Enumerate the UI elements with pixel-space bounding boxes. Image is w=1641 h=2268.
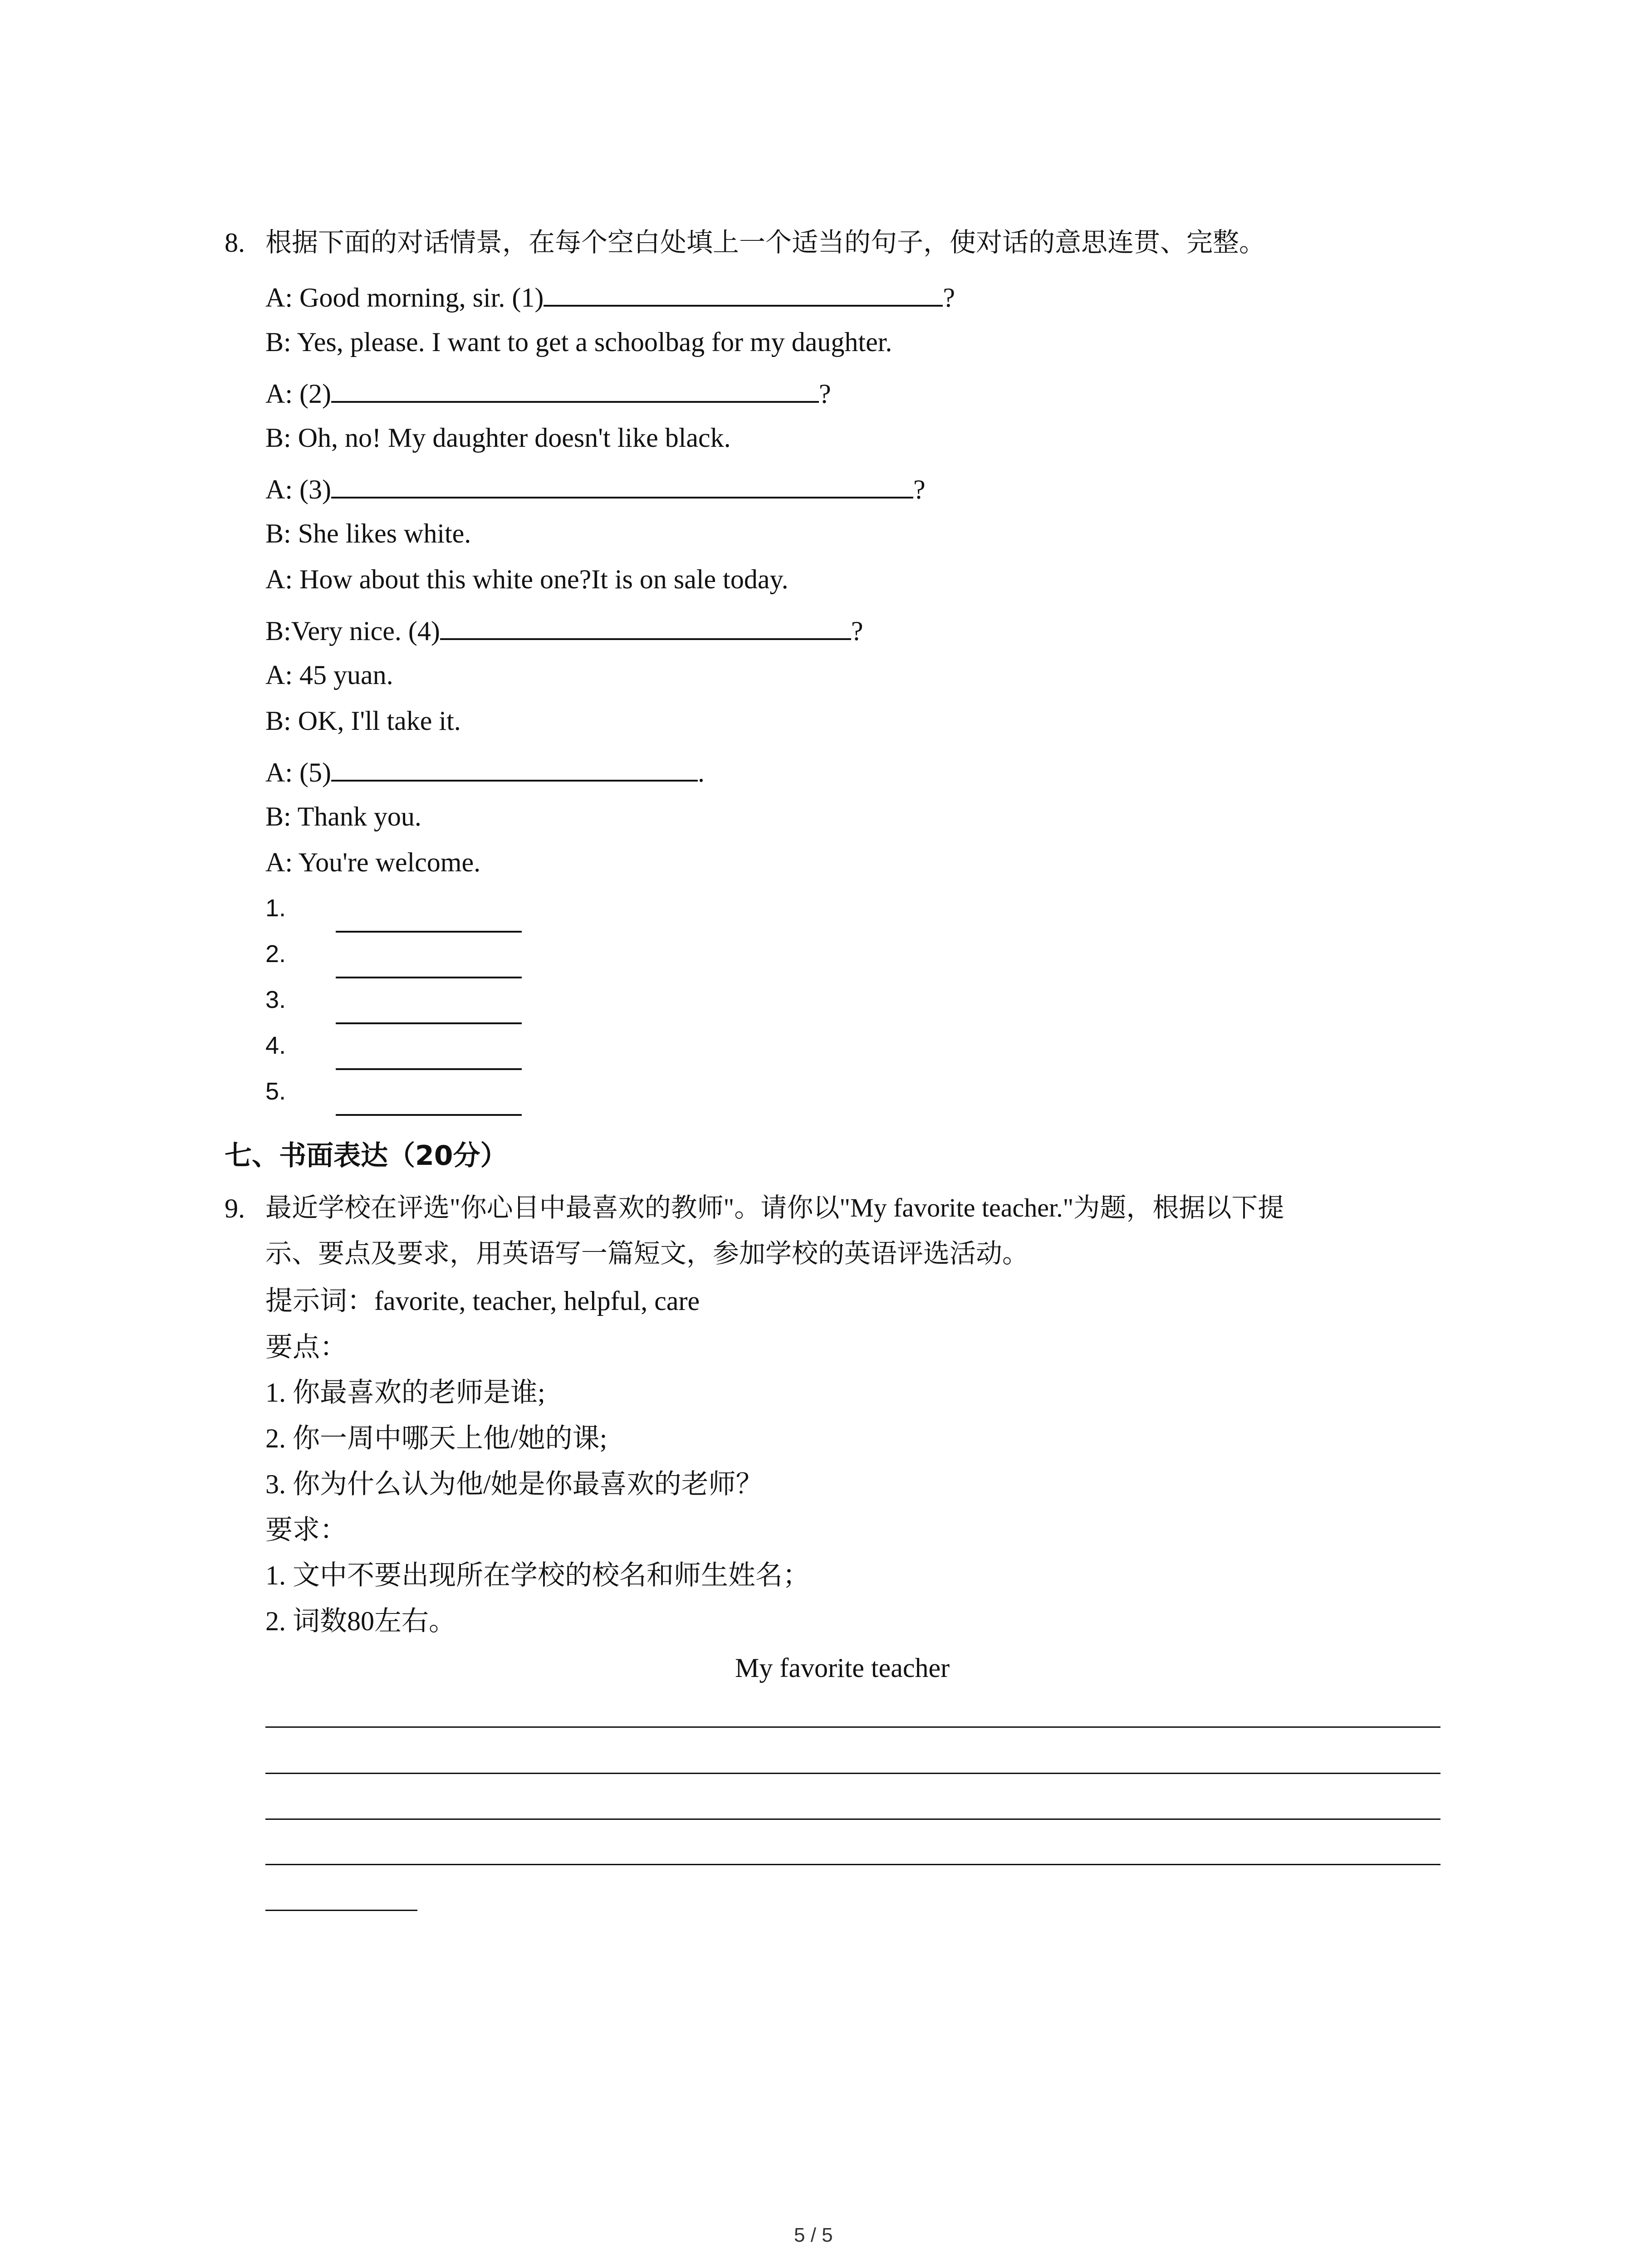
dialogue-line-13: A: You're welcome. <box>265 847 481 877</box>
q9-point-1: 1. 你最喜欢的老师是谁; <box>265 1378 545 1408</box>
line-end: ? <box>851 616 863 646</box>
line-text: A: (3) <box>265 474 331 504</box>
q9-points-label: 要点： <box>265 1332 347 1362</box>
answer-line-3[interactable] <box>336 1022 522 1024</box>
q8-number: 8. <box>225 228 245 258</box>
writing-line-5[interactable] <box>265 1910 417 1911</box>
line-end: . <box>697 758 705 787</box>
dialogue-line-8 <box>265 615 863 645</box>
line-end: ? <box>818 379 831 409</box>
q9-prompt-line2: 示、要点及要求，用英语写一篇短文，参加学校的英语评选活动。 <box>265 1239 1029 1268</box>
writing-line-1[interactable] <box>265 1726 1440 1728</box>
dialogue-line-3 <box>265 377 831 407</box>
writing-line-2[interactable] <box>265 1773 1440 1774</box>
essay-title: My favorite teacher <box>735 1653 950 1683</box>
dialogue-line-9: A: 45 yuan. <box>265 660 393 690</box>
answer-label-4: 4. <box>265 1032 286 1059</box>
answer-line-4[interactable] <box>336 1068 522 1070</box>
answer-line-5[interactable] <box>336 1114 522 1116</box>
answer-label-5: 5. <box>265 1078 286 1105</box>
dialogue-line-4: B: Oh, no! My daughter doesn't like black. <box>265 423 731 453</box>
blank-2[interactable] <box>331 377 819 403</box>
q9-req-2: 2. 词数80左右。 <box>265 1606 456 1636</box>
blank-1[interactable] <box>544 281 943 307</box>
answer-line-2[interactable] <box>336 977 522 978</box>
answer-label-2: 2. <box>265 940 286 968</box>
dialogue-line-12: B: Thank you. <box>265 802 421 831</box>
writing-line-4[interactable] <box>265 1864 1440 1865</box>
blank-3[interactable] <box>331 473 913 499</box>
blank-4[interactable] <box>440 615 851 640</box>
answer-label-3: 3. <box>265 986 286 1013</box>
line-text: A: Good morning, sir. (1) <box>265 283 544 313</box>
dialogue-line-10: B: OK, I'll take it. <box>265 706 461 736</box>
line-text: A: (2) <box>265 379 331 409</box>
q9-number: 9. <box>225 1193 245 1223</box>
dialogue-line-6: B: She likes white. <box>265 518 471 548</box>
dialogue-line-5 <box>265 473 926 503</box>
line-end: ? <box>913 474 926 504</box>
blank-5[interactable] <box>331 756 698 782</box>
dialogue-line-1 <box>265 281 955 311</box>
dialogue-line-11 <box>265 756 705 786</box>
answer-line-1[interactable] <box>336 931 522 933</box>
section-heading: 七、书面表达（20分） <box>225 1140 508 1172</box>
q9-req-1: 1. 文中不要出现所在学校的校名和师生姓名； <box>265 1560 810 1590</box>
line-text: B:Very nice. (4) <box>265 616 440 646</box>
dialogue-line-7: A: How about this white one?It is on sale today. <box>265 564 789 594</box>
q9-hint: 提示词：favorite, teacher, helpful, care <box>265 1286 700 1316</box>
line-text: A: (5) <box>265 758 331 787</box>
page-number: 5 / 5 <box>794 2224 833 2246</box>
q9-point-3: 3. 你为什么认为他/她是你最喜欢的老师？ <box>265 1469 763 1499</box>
q9-req-label: 要求： <box>265 1515 347 1545</box>
writing-line-3[interactable] <box>265 1818 1440 1820</box>
q8-instruction: 根据下面的对话情景，在每个空白处填上一个适当的句子，使对话的意思连贯、完整。 <box>265 227 1266 258</box>
q9-prompt-line1: 最近学校在评选"你心目中最喜欢的教师"。请你以"My favorite teacher."为题，根据以下提 <box>265 1193 1284 1222</box>
q9-point-2: 2. 你一周中哪天上他/她的课; <box>265 1423 607 1453</box>
line-end: ? <box>943 283 955 313</box>
dialogue-line-2: B: Yes, please. I want to get a schoolbag for my daughter. <box>265 327 892 357</box>
answer-label-1: 1. <box>265 894 286 922</box>
